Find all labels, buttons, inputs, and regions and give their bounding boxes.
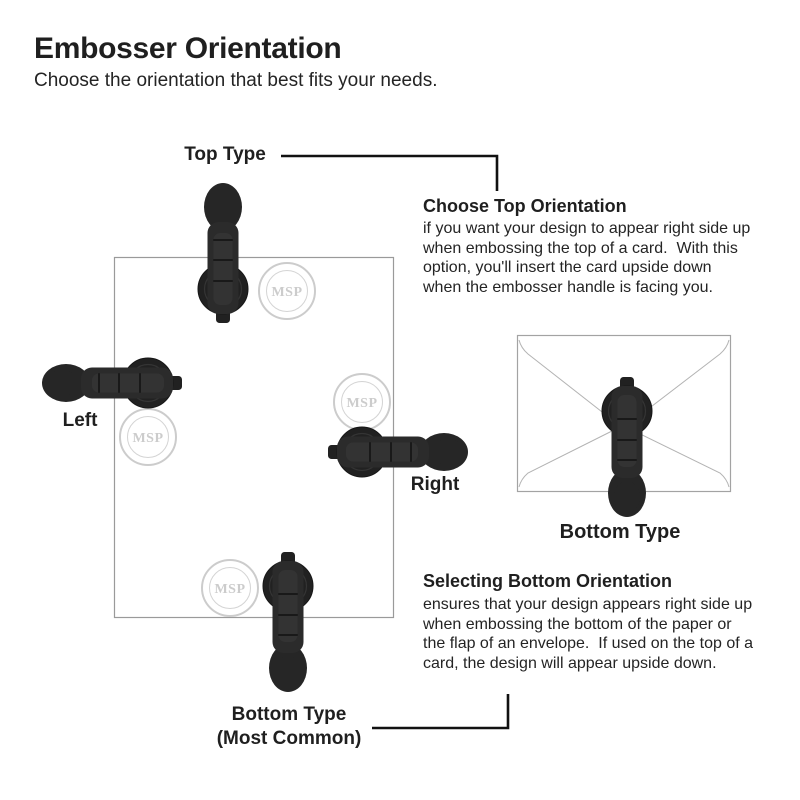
watermark-text: MSP (214, 582, 246, 597)
page-subtitle: Choose the orientation that best fits your needs. (34, 70, 438, 91)
watermark-text: MSP (271, 285, 303, 300)
label-left: Left (62, 410, 98, 431)
connector-bottom-line (372, 694, 508, 728)
label-bottom-line2: (Most Common) (216, 728, 362, 749)
page-title: Embosser Orientation (34, 32, 342, 65)
body-line: card, the design will appear upside down. (423, 654, 717, 672)
embosser-right (328, 427, 468, 477)
body-line: if you want your design to appear right side up (423, 220, 751, 237)
embosser-top (198, 183, 248, 323)
heading-selecting-bottom-orientation: Selecting Bottom Orientation (423, 571, 673, 591)
label-top-type: Top Type (184, 144, 266, 165)
label-right: Right (410, 474, 460, 495)
body-line: option, you'll insert the card upside down (423, 259, 712, 277)
body-choose-top-orientation (423, 219, 750, 297)
embosser-left (42, 358, 182, 408)
body-line: when the embosser handle is facing you. (423, 278, 713, 296)
label-bottom-most-common (217, 703, 362, 751)
body-line: when embossing the bottom of the paper or (423, 615, 732, 633)
watermark-text: MSP (132, 431, 164, 446)
watermark-text: MSP (346, 396, 378, 411)
embosser-bottom (263, 552, 313, 692)
body-line: the flap of an envelope. If used on the top of a (423, 635, 754, 653)
connector-top-line (281, 156, 497, 191)
body-selecting-bottom-orientation (423, 595, 753, 673)
heading-choose-top-orientation: Choose Top Orientation (423, 196, 627, 216)
label-bottom-line1: Bottom Type (231, 704, 347, 725)
label-envelope-bottom-type: Bottom Type (559, 521, 681, 543)
body-line: when embossing the top of a card. With this (423, 239, 738, 257)
body-line: ensures that your design appears right side up (423, 596, 753, 613)
